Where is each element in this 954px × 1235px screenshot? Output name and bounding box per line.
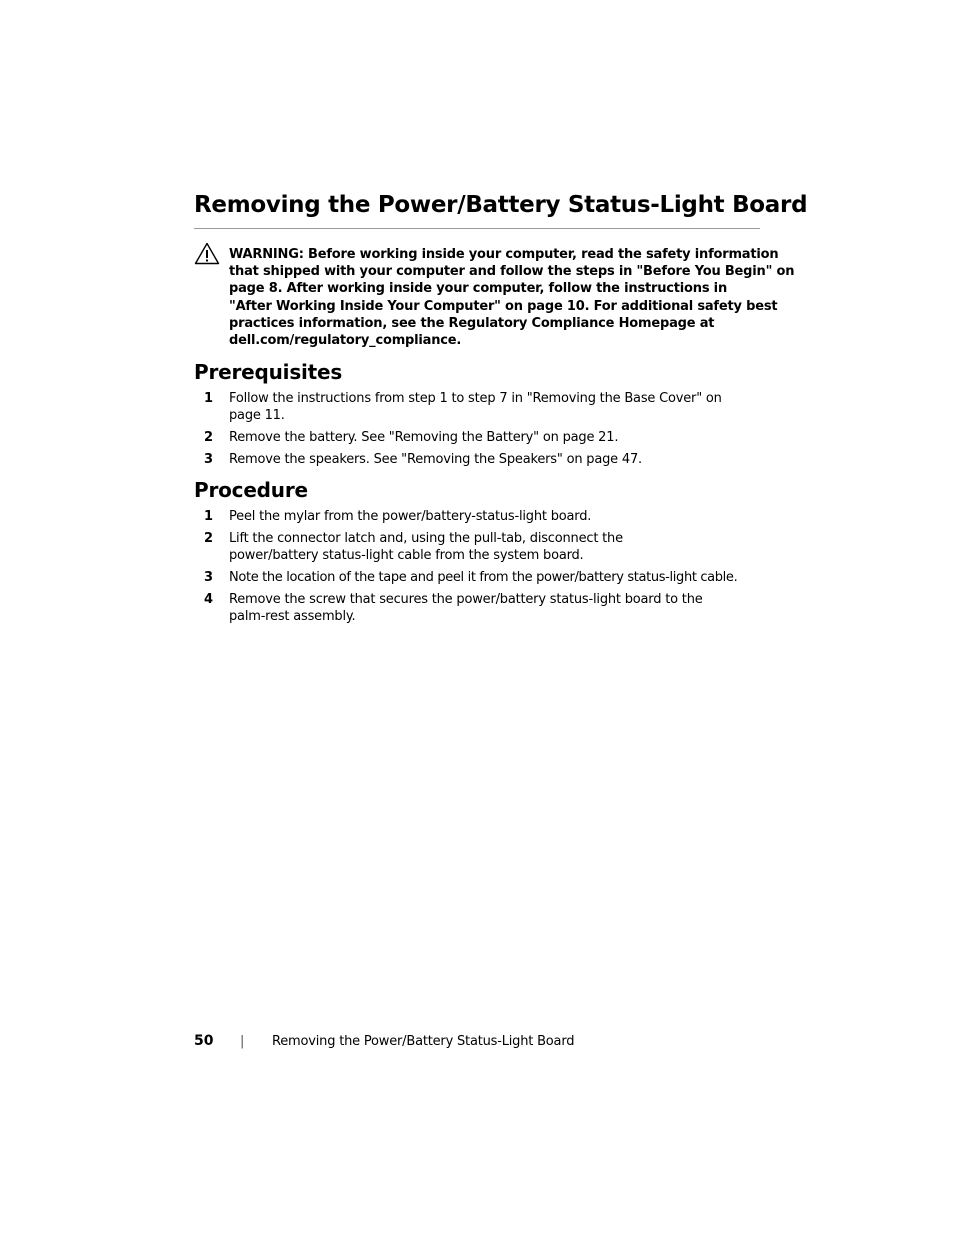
footer-separator: | <box>240 1034 245 1049</box>
step-text <box>229 508 760 525</box>
prerequisites-heading: Prerequisites <box>194 360 343 384</box>
step-text <box>229 591 760 625</box>
procedure-heading: Procedure <box>194 478 308 502</box>
warning-line: that shipped with your computer and follow the steps in "Before You Begin" on <box>229 264 795 280</box>
warning-line: "After Working Inside Your Computer" on page 10. For additional safety best <box>229 298 778 314</box>
step-line: power/battery status-light cable from the system board. <box>229 548 584 564</box>
warning-text <box>229 246 795 349</box>
warning-line: practices information, see the Regulatory Compliance Homepage at <box>229 315 715 331</box>
step-text <box>229 390 760 424</box>
step-line: Note the location of the tape and peel it from the power/battery status-light cable. <box>229 570 738 585</box>
step-number: 2 <box>204 430 214 445</box>
step-line: Follow the instructions from step 1 to step 7 in "Removing the Base Cover" on <box>229 391 722 406</box>
step-number: 1 <box>204 509 214 524</box>
step-text <box>229 429 760 446</box>
step-line: Remove the battery. See "Removing the Battery" on page 21. <box>229 430 619 445</box>
step-line: page 11. <box>229 408 285 424</box>
step-number: 3 <box>204 452 214 467</box>
step-number: 4 <box>204 592 214 607</box>
step-number: 2 <box>204 531 214 546</box>
warning-icon <box>194 242 220 265</box>
step-line: palm-rest assembly. <box>229 609 356 625</box>
step-text <box>229 569 760 586</box>
step-text <box>229 530 760 564</box>
warning-line: dell.com/regulatory_compliance. <box>229 333 462 349</box>
step-number: 3 <box>204 570 214 585</box>
step-line: Lift the connector latch and, using the pull-tab, disconnect the <box>229 531 623 546</box>
page-number: 50 <box>194 1033 214 1049</box>
step-line: Peel the mylar from the power/battery-status-light board. <box>229 509 592 524</box>
step-line: Remove the speakers. See "Removing the Speakers" on page 47. <box>229 452 642 467</box>
warning-line: page 8. After working inside your computer, follow the instructions in <box>229 281 727 297</box>
title-divider <box>194 228 760 229</box>
footer-title: Removing the Power/Battery Status-Light Board <box>272 1034 575 1049</box>
step-text <box>229 451 760 468</box>
warning-line: WARNING: Before working inside your computer, read the safety information <box>229 247 779 262</box>
step-number: 1 <box>204 391 214 406</box>
step-line: Remove the screw that secures the power/battery status-light board to the <box>229 592 703 607</box>
page-title: Removing the Power/Battery Status-Light Board <box>194 192 808 218</box>
